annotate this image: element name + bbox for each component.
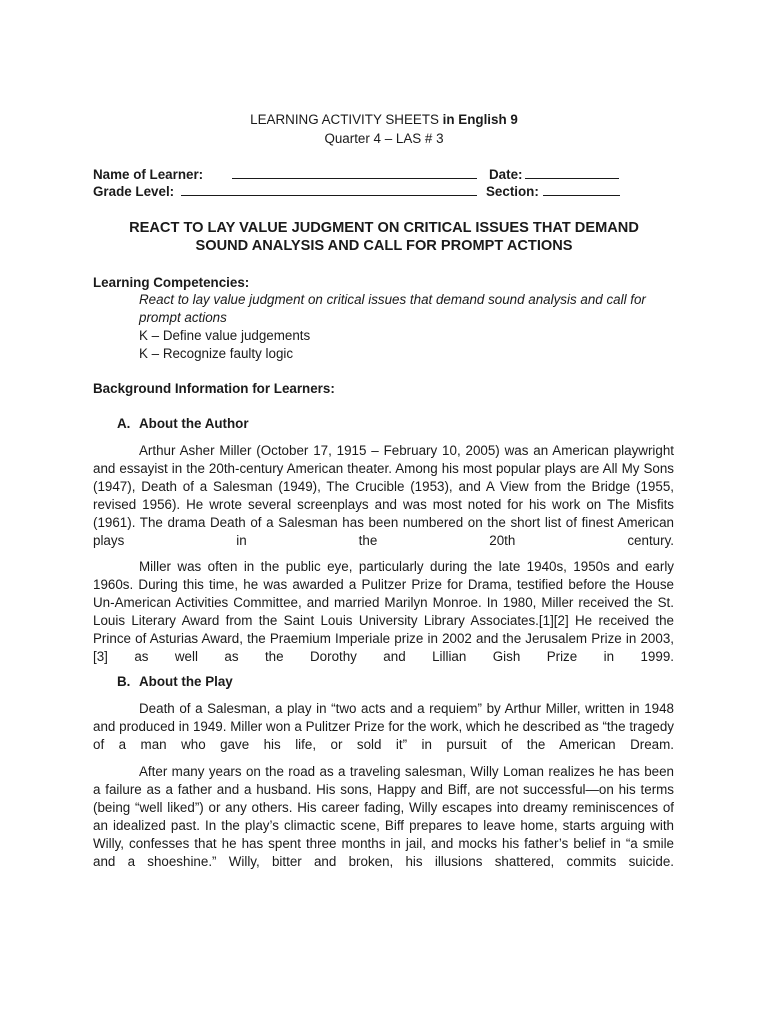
main-title-line1: REACT TO LAY VALUE JUDGMENT ON CRITICAL ISSUES THAT DEMAND xyxy=(129,220,639,236)
section-blank[interactable] xyxy=(543,183,620,196)
play-paragraph-2: After many years on the road as a traveling salesman, Willy Loman realizes he has been a failure as a father and a husband. His sons, Happy and Biff, are not successful—on his terms (being “well liked”) or any others. His career fading, Willy escapes into dreamy reminiscences of an idealized past. In the play’s climactic scene, Biff prepares to leave home, starts arguing with Willy, confesses that he has spent three months in jail, and mocks his father’s belief in “a smile and a shoeshine.” Willy, bitter and broken, his illusions shattered, commits suicide. xyxy=(93,764,674,869)
section-a-label: A. xyxy=(117,416,131,431)
author-paragraph-1: Arthur Asher Miller (October 17, 1915 – February 10, 2005) was an American playwright and essayist in the 20th-century American theater. Among his most popular plays are All My Sons (1947), Death of a Salesman (1949), The Crucible (1953), and A View from the Bridge (1955, revised 1956). He wrote several screenplays and was most noted for his work on The Misfits (1961). The drama Death of a Salesman has been numbered on the short list of finest American plays in the 20th century. xyxy=(93,443,674,548)
competency-item: K – Define value judgements xyxy=(139,328,311,343)
sheet-title xyxy=(0,112,768,127)
grade-label: Grade Level: xyxy=(93,184,175,199)
background-heading: Background Information for Learners: xyxy=(93,381,335,396)
author-paragraph-2: Miller was often in the public eye, particularly during the late 1940s, 1950s and early 1960s. During this time, he was awarded a Pulitzer Prize for Drama, testified before the House Un-American Activities Committee, and married Marilyn Monroe. In 1980, Miller received the St. Louis Literary Award from the Saint Louis University Library Associates.[1][2] He received the Prince of Asturias Award, the Praemium Imperiale prize in 2002 and the Jerusalem Prize in 2003,[3] as well as the Dorothy and Lillian Gish Prize in 1999. xyxy=(93,559,674,664)
play-paragraph-1: Death of a Salesman, a play in “two acts and a requiem” by Arthur Miller, written in 1948 and produced in 1949. Miller won a Pulitzer Prize for the work, which he described as “the tragedy of a man who gave his life, or sold it” in pursuit of the American Dream. xyxy=(93,701,674,752)
competency-item: K – Recognize faulty logic xyxy=(139,346,294,361)
quarter-line: Quarter 4 – LAS # 3 xyxy=(324,131,444,146)
name-label: Name of Learner: xyxy=(93,167,204,182)
sheet-title-part2: in English 9 xyxy=(442,112,518,127)
main-title-line2: SOUND ANALYSIS AND CALL FOR PROMPT ACTIONS xyxy=(195,238,573,254)
section-a-title: About the Author xyxy=(139,416,249,431)
date-blank[interactable] xyxy=(525,166,619,179)
name-blank[interactable] xyxy=(232,166,477,179)
section-label: Section: xyxy=(486,184,539,199)
grade-blank[interactable] xyxy=(181,183,477,196)
section-b-title: About the Play xyxy=(139,674,233,689)
competency-item: React to lay value judgment on critical issues that demand sound analysis and call for prompt actions xyxy=(139,292,646,325)
competencies-heading: Learning Competencies: xyxy=(93,275,250,290)
date-label: Date: xyxy=(489,167,523,182)
sheet-title-part1: LEARNING ACTIVITY SHEETS xyxy=(250,112,443,127)
section-b-label: B. xyxy=(117,674,131,689)
